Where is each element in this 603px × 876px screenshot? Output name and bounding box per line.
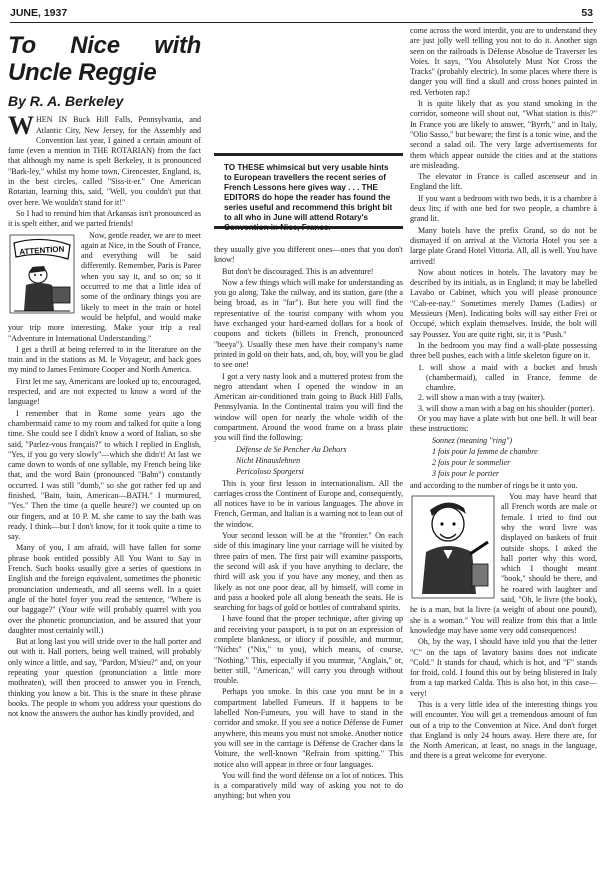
drop-cap: W <box>8 111 34 141</box>
bell-list <box>410 363 597 414</box>
page-number: 53 <box>581 7 593 19</box>
sonnez-line: Sonnez (meaning "ring") <box>432 435 513 445</box>
running-header <box>10 6 593 23</box>
column-3 <box>410 26 597 763</box>
issue-date: JUNE, 1937 <box>10 7 68 19</box>
paragraph: Perhaps you smoke. In this case you must be in a compartment labelled Fumeurs. If it happens to be labelled Non-Fumeurs, you will have to stand in the corridor and smoke. If you see a notice Défense de Fumer anywhere, this means you must not smoke. Another notice you will see in the carriage is Défense de Cracher dans la Voiture, the well-known "Refrain from spitting." This notice also will appear in three or four languages. <box>214 687 403 769</box>
paragraph: This is a very little idea of the interesting things you will encounter. You will get a tremendous amount of fun out of a trip to the Convention at Nice. And don't forget that England is only 24 hours away. Here there are, for the North American, at least, no snags in the language, and there is a great welcome for everyone. <box>410 700 597 761</box>
list-item: 2. will show a man with a tray (waiter). <box>418 393 545 403</box>
paragraph: Many of you, I am afraid, will have fallen for some phrase book entitled possibly All You Want to Say in French. Such books usually give a series of questions in English and the foreign equivalent, sometimes the phonetic pronunciation underneath, and all seems well. In a quiet angle of the hotel foyer you read the sentence, "Where is our baggage?" (Your wife will probably quarrel with you over the phonetic pronunciation, and be assured that your daughter most certainly will.) <box>8 543 201 635</box>
paragraph: WHEN IN Buck Hill Falls, Pennsylvania, and Atlantic City, New Jersey, for the Assembly and Convention last year, I gained a certain amount of fame (even a mention in THE ROTARIAN) from the fact that although my name is spelt Berkeley, it is pronounced "Bark-ley," whilst my home town, Cirencester, England, is, in the best circles, called "Siss-it-er." One American Rotarian, learning this, said, "Well, you couldn't put that over here. We wouldn't stand for it!" <box>8 111 201 207</box>
paragraph: they usually give you different ones—ones that you don't know! <box>214 245 403 265</box>
paragraph: If you want a bedroom with two beds, it is a chambre à deux lits; if with one bed for two people, a chambre à grand lit. <box>410 193 597 224</box>
sonnez-line: 3 fois pour le portier <box>432 469 500 479</box>
sonnez-line: 1 fois pour la femme de chambre <box>432 446 538 456</box>
list-item: 3. will show a man with a bag on his shoulder (porter). <box>418 403 595 413</box>
paragraph: In the bedroom you may find a wall-plate possessing three bell pushes, each with a little skeleton figure on it. <box>410 340 597 361</box>
paragraph: Your second lesson will be at the "frontier." On each side of this imaginary line your carriage will be visited by three pairs of men. The first pair will examine passports, the second will ask if you have anything to declare, the third will ask you if you have any money, and then as likely as not one poor dear, all by himself, will come in and pass a hooked pole all along beneath the seats. He is searching for bags of gold or bottles of contraband spirits. <box>214 531 403 613</box>
paragraph: But don't be discouraged. This is an adventure! <box>222 266 374 276</box>
porter-illustration <box>410 494 496 600</box>
sonnez-line: 2 fois pour le sommelier <box>432 458 511 468</box>
attention-illustration <box>8 233 76 315</box>
article-title: To Nice with Uncle Reggie <box>8 32 201 86</box>
sign-text: ATTENTION <box>18 244 65 257</box>
paragraph: I remember that in Rome some years ago the chambermaid came to my room and talked for quite a long time. She could see I didn't know a word of Italian, so she said, "Parlez-vous français?" to which I replied in English, "Yes, if you go very slowly"—which she didn't! At last we came down to words of one syllable, my French being like that, and the word Bain (pronounced "Bahn") constantly occurred. I was still "dumb," so she got rather fed up and finished, "Bain, bain, American—BATH." I murmured, "Yes." Then the time (a quelle heure?) we counted up on our fingers, and at 10 P. M. she came to say the bath was ready. I think—but I don't know, for it took quite a time to say. <box>8 408 201 542</box>
paragraph: I get a thrill at being referred to in the literature on the train and in the stations as M. le Voyageur, and back goes my mind to James Fenimore Cooper and North America. <box>8 344 201 375</box>
paragraph: First let me say, Americans are looked up to, encouraged, respected, and are not expected to know a word of the language! <box>8 376 201 407</box>
column-2 <box>214 245 403 803</box>
paragraph: ATTENTION Now, gentle reader, we are to meet again at Nice, in the South of France, and everything will be said differently. Remember, Paris is Paree when you say it, and so on; so it occurred to me that a little idea of some of the ordinary things you are likely to meet in the train or hotel would be helpful, and would make your trip more interesting. Make your trip a real "Adventure in International Understanding." <box>8 230 201 343</box>
paragraph: You may have heard that all French words are male or female. I tried to find out why the word livre was displayed on baskets of fruit outside shops. I asked the hall porter why this word, which I thought meant "book," should be there, and he roared with laughter and said, "Oh, le livre (the book), he is a man, but la livre (a weight of about one pound), she is a woman." You will realize from this that a little knowledge may have some very odd consequences! <box>410 492 597 635</box>
paragraph: But at long last you will stride over to the hall porter and out with it. Hall porters, being well trained, will probably only wince a little, and say, "Pardon, M'sieu?" and, on your repeating your question (pronunciation a little more motheaten), will then proceed to answer you in French, thinking you know a bit. This is the snare in these phrase books. The people to whom you address your questions do not know the answers the author has kindly provided, and <box>8 637 201 719</box>
paragraph: Many hotels have the prefix Grand, so do not be dismayed if on arrival at the Victoria Hotel you see a large plate Grand Hotel Vittoria. All, all is well. You have arrived! <box>410 225 597 266</box>
paragraph: Oh, by the way, I should have told you that the letter "C" on the taps of lavatory basins does not indicate "Cold." It stands for chaud, which is hot, and "F" stands for froid, cold. I found this out by being blistered in Italy from a tap marked Calda. This is also hot, in this case—very! <box>410 637 597 698</box>
paragraph: I have found that the proper technique, after giving up and receiving your passport, is to put on an expression of complete blankness, or idiocy if possible, and murmur, "Nichts" ("Nix," to you), which means, of course, "Nothing." This, especially if you murmur, "Anglais," or, better still, "American," will carry you through without trouble. <box>214 614 403 686</box>
paragraph: It is quite likely that as you stand smoking in the corridor, someone will shout out, "What station is this?" In France you are likely to answer, "Byrrh," and in Italy, "Olio Sasso," but beware; the first is a tonic wine, and the second a salad oil. The very large advertisements for them which appear outside the cities and at the stations are misleading. <box>410 99 597 170</box>
paragraph: Now a few things which will make for understanding as you go along. Take the railway, and its station, gare (the a being broad, as in "far"). But here you will find the representative of the tourist company with whom you have exchanged your hard-earned dollars for a book of coupons and tickets (billets in French, pronounced "beeya"). Usually these men have their company's name printed in gold on their hats, and, oh, boy, will you be glad to see one! <box>214 277 403 370</box>
sign-french: Défense de Se Pencher Au Dehors <box>236 444 347 454</box>
paragraph: and according to the number of rings be it unto you. <box>410 480 578 490</box>
paragraph: Now about notices in hotels. The lavatory may be described by its initials, as in England; it may be labelled Lavabo or Cabinet, which you will please pronounce "Cab-ee-nay." Sometimes merely Dames (Ladies) or Messieurs (Men). Indicating bolts will say either Frei or Occupé, which explain themselves. Inside, the bolt will say Poussez. You are quite right, sir, it is "Push." <box>410 267 597 339</box>
list-item: 1. will show a maid with a bucket and brush (chambermaid), called in France, femme de chambre. <box>418 362 597 393</box>
paragraph: come across the word interdit, you are to understand they are just jolly well telling you not to do it. Another sign seen on the railroads is Défense Absolue de Traverser les Voies. It says, "You Absolutely Must Not Cross the Tracks" (probably electric). In some places where there is danger you will find a skull and cross bones painted in red. Verboten rap.! <box>410 26 597 97</box>
paragraph: You will find the word défense on a lot of notices. This is a comparatively mild way of asking you not to do anything; but when you <box>214 770 403 801</box>
paragraph: Or you may have a plate with but one bell. It will bear these instructions: <box>410 413 597 434</box>
article-byline: By R. A. Berkeley <box>8 93 124 109</box>
column-1 <box>8 26 201 721</box>
paragraph: The elevator in France is called ascenseur and in England the lift. <box>410 172 597 192</box>
paragraph: This is your first lesson in internationalism. All the carriages cross the Continent of Europe and, consequently, all notices have to be in various languages. The above in French, German, and Italian is a warning not to lean out of the window. <box>214 478 403 529</box>
editors-note-box: TO THESE whimsical but very usable hints to European travellers the recent series of French Lessons here gives way . . . THE EDITORS do hope the reader has found the series useful and recommend this bright bit to all who in June will attend Rotary's Convention in Nice, France. <box>214 153 403 229</box>
sign-italian: Pericoloso Sporgersi <box>236 467 304 477</box>
paragraph: I got a very nasty look and a muttered protest from the negro attendant when I opened the window in an American air-conditioned train going to Buck Hill Falls, Pennsylvania. In the Continental trains you will find the window will open for nearly the whole width of the compartment. Around the wood frame on a brass plate you will find the following: <box>214 371 403 443</box>
sign-german: Nicht Hinauslehnen <box>236 455 301 465</box>
paragraph: So I had to remind him that Arkansas isn't pronounced as it is spelt either, and we parted friends! <box>8 208 201 229</box>
